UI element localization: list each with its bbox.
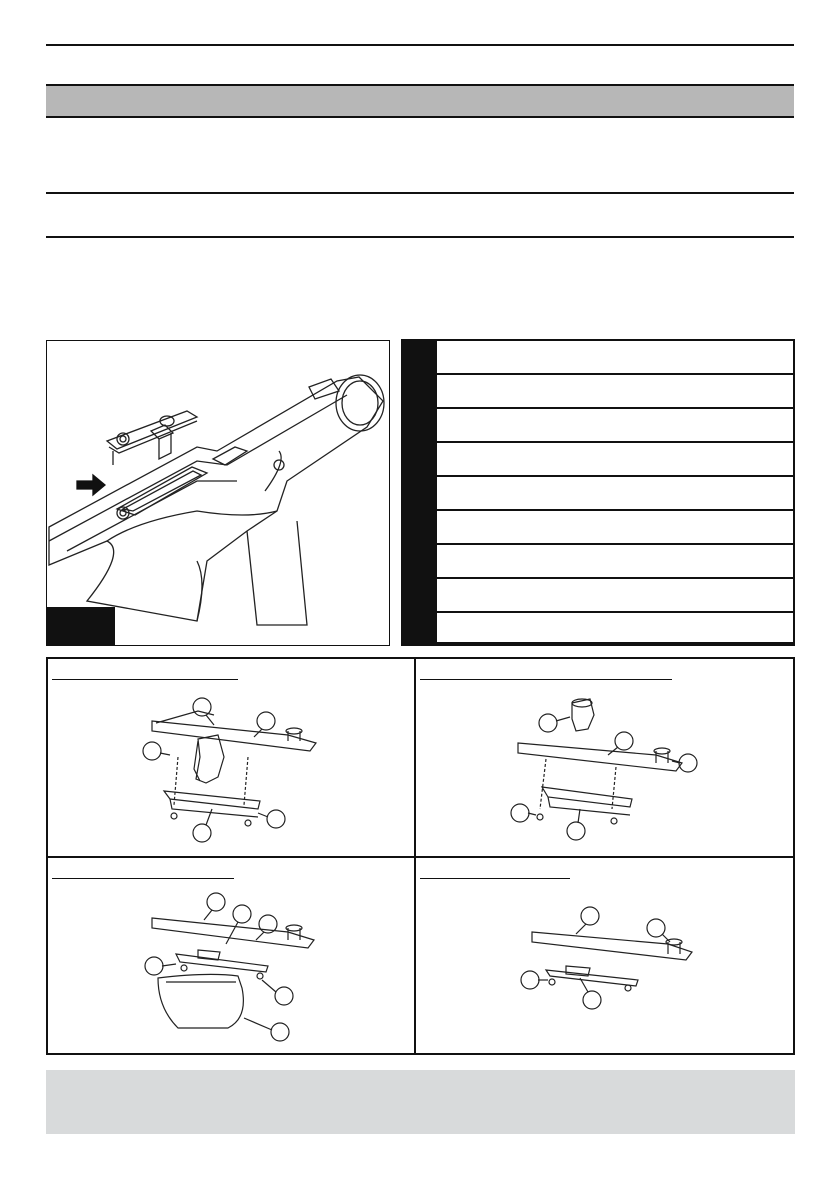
variant-2-drawing — [416, 659, 795, 856]
parts-row — [437, 375, 793, 409]
parts-table — [401, 339, 795, 646]
variant-cell-4 — [416, 858, 795, 1053]
parts-row — [437, 579, 793, 613]
parts-row-number — [403, 579, 437, 613]
figure-label — [47, 607, 115, 645]
mount-variants-grid — [46, 657, 795, 1055]
parts-row — [437, 511, 793, 545]
note-box — [46, 1070, 795, 1134]
arrow-right-icon — [77, 475, 105, 495]
parts-row — [437, 443, 793, 477]
parts-row-number — [403, 375, 437, 409]
top-rule — [46, 44, 794, 46]
parts-row — [437, 409, 793, 443]
parts-row — [437, 341, 793, 375]
parts-row — [437, 545, 793, 579]
stem-drawing — [47, 341, 390, 646]
section-band — [46, 84, 794, 118]
parts-row-number — [403, 477, 437, 511]
stem-mount-figure — [46, 340, 390, 646]
parts-row-number — [403, 613, 437, 647]
parts-row-number — [403, 511, 437, 545]
parts-row-number — [403, 545, 437, 579]
parts-row-number — [403, 409, 437, 443]
variant-cell-3 — [48, 858, 414, 1053]
variant-4-drawing — [416, 858, 795, 1053]
divider-rule-1 — [46, 192, 794, 194]
variant-3-drawing — [48, 858, 414, 1053]
parts-row — [437, 613, 793, 644]
parts-row-number — [403, 443, 437, 477]
parts-row-number — [403, 341, 437, 375]
variant-cell-1 — [48, 659, 414, 856]
variant-1-drawing — [48, 659, 414, 856]
divider-rule-2 — [46, 236, 794, 238]
variant-cell-2 — [416, 659, 795, 856]
parts-row — [437, 477, 793, 511]
